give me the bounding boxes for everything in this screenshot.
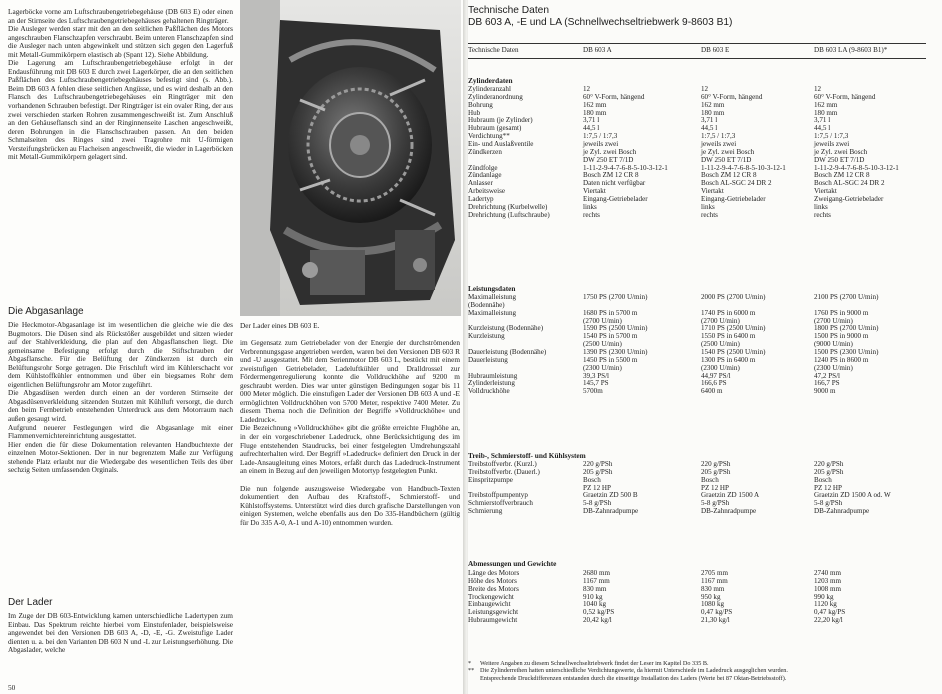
table-cell: 44,5 l (814, 124, 831, 133)
table-cell: 60° V-Form, hängend (814, 92, 876, 101)
table-cell: rechts (814, 210, 831, 219)
section-heading-lader: Der Lader (8, 597, 53, 608)
table-cell: 1:7,5 / 1:7,3 (814, 132, 849, 141)
table-cell: 12 (583, 85, 591, 93)
table-cell: 0,52 kg/PS (583, 608, 615, 617)
table-cell: 180 mm (583, 108, 607, 117)
table-cell: links (701, 202, 715, 211)
table-row-label: Zylinderanordnung (468, 92, 523, 101)
table-cell: Bosch ZM 12 CR 8 (583, 171, 639, 180)
table-cell: 1008 mm (814, 584, 841, 593)
footnote (468, 675, 788, 682)
paragraph: Die Bezeichnung »Volldruckhöhe« gibt die größte erreichte Flughöhe an, in der ein vorgeschriebener Ladedruck, ohne Berücksichtigung des im Fluge entstehenden Staudrucks, bei einer festgelegten Umdrehungszahl aufrechterhalten wird. Der Begriff »Ladedruck« definiert den Druck in der Lade-Ansaugleitung eines Motors, erfaßt durch das Ladedruck-Instrument an einem in Bezug auf den jeweiligen Motortyp festgelegten Punkt. (240, 423, 460, 476)
table-cell: 2000 PS (2700 U/min) (701, 293, 766, 301)
table-row-label: (Bodennähe) (468, 300, 505, 309)
footnote-text: Die Zylinderreihen hatten unterschiedliche Verdichtungswerte, da hiermit Unterschiede im Ladedruck ausgeglichen wurden. (480, 667, 788, 675)
table-row-label: Leistungsgewicht (468, 608, 519, 617)
table-cell: (2700 U/min) (701, 316, 740, 325)
table-cell: 1540 PS in 5700 m (583, 332, 638, 341)
table-cell: rechts (701, 210, 718, 219)
right-page (468, 0, 942, 694)
table-row-label: Hubraum (gesamt) (468, 124, 522, 133)
table-cell: links (814, 202, 828, 211)
table-cell: 5700m (583, 387, 603, 396)
table-cell: 180 mm (814, 108, 838, 117)
table-cell: Bosch ZM 12 CR 8 (701, 171, 757, 180)
table-cell: 2100 PS (2700 U/min) (814, 293, 879, 301)
table-row-label: Einspritzpumpe (468, 475, 513, 484)
table-row-label: Treibstoffverbr. (Kurzl.) (468, 460, 537, 468)
table-cell: 60° V-Form, hängend (701, 92, 763, 101)
table-cell: 1300 PS in 6400 m (701, 355, 756, 364)
table-row-label: Ladertyp (468, 194, 494, 203)
table-cell: 1800 PS (2700 U/min) (814, 324, 879, 333)
table-cell: 3,71 l (701, 116, 718, 125)
footnote-mark: ** (468, 667, 475, 675)
table-row-label: Dauerleistung (Bodennähe) (468, 347, 547, 356)
table-cell: 220 g/PSh (583, 460, 613, 468)
table-cell: Eingang-Getriebelader (701, 194, 766, 203)
table-row-label: Trockengewicht (468, 592, 514, 601)
table-cell: 1760 PS in 9000 m (814, 308, 869, 317)
table-row-label: Maximalleistung (468, 293, 517, 301)
table-row-label: Treibstoffverbr. (Dauerl.) (468, 467, 540, 476)
footnote (468, 660, 788, 667)
table-cell: 145,7 PS (583, 379, 609, 388)
table-cell: 12 (701, 85, 709, 93)
table-row-label: Hubraumgewicht (468, 616, 518, 625)
table-cell: Bosch (814, 475, 832, 484)
table-cell: Bosch ZM 12 CR 8 (814, 171, 870, 180)
table-cell: 2705 mm (701, 569, 728, 577)
table-cell: 2740 mm (814, 569, 841, 577)
table-cell: 1-11-2-9-4-7-6-8-5-10-3-12-1 (583, 163, 668, 172)
table-cell: (2700 U/min) (814, 316, 853, 325)
table-row-label: Länge des Motors (468, 569, 520, 577)
table-cell: rechts (583, 210, 600, 219)
table-cell: 1040 kg (583, 600, 607, 609)
column-header: DB 603 E (701, 46, 730, 54)
left-column-top-text (8, 8, 233, 162)
column-header: Technische Daten (468, 46, 519, 54)
table-title-line2: DB 603 A, -E und LA (Schnellwechseltriebwerk 9-8603 B1) (468, 17, 733, 29)
table-title (468, 5, 732, 29)
table-cell: 1500 PS in 9000 m (814, 332, 869, 341)
table-row-label: Zylinderleistung (468, 379, 515, 388)
table-cell: 950 kg (701, 592, 721, 601)
table-cell: (2300 U/min) (701, 363, 740, 372)
section-heading-zylinder: Zylinderdaten (468, 76, 513, 85)
table-cell: PZ 12 HP (814, 483, 842, 492)
table-cell: 1390 PS (2300 U/min) (583, 347, 648, 356)
table-cell: 162 mm (701, 100, 725, 109)
left-column-2-text (240, 339, 460, 527)
table-cell: Zweigang-Getriebelader (814, 194, 884, 203)
table-cell: 0,47 kg/PS (814, 608, 846, 617)
footnotes (468, 660, 788, 682)
table-row-label: Zündkerzen (468, 147, 502, 156)
table-cell: (2300 U/min) (583, 363, 622, 372)
table-cell: 205 g/PSh (583, 467, 613, 476)
footnote-mark: * (468, 660, 472, 667)
table-row-label: Hubraumleistung (468, 371, 518, 380)
table-row-label: Zylinderanzahl (468, 85, 511, 93)
table-cell: Viertakt (583, 187, 606, 196)
table-cell: 1203 mm (814, 576, 841, 585)
table-row-label: Drehrichtung (Kurbelwelle) (468, 202, 548, 211)
table-cell: je Zyl. zwei Bosch (701, 147, 755, 156)
table-cell: 3,71 l (814, 116, 831, 125)
table-cell: 44,5 l (701, 124, 718, 133)
paragraph: Die Abgasdüsen werden durch einen an der vorderen Stirnseite der Abgasdüsenverkleidung sitzenden Stutzen mit Kühlluft versorgt, die durch den beim Fernbetrieb entstehenden Unterdruck aus dem Motorraum nach außen gesaugt wird. (8, 388, 233, 424)
table-cell: 1680 PS in 5700 m (583, 308, 638, 317)
table-row-label: Verdichtung** (468, 132, 510, 141)
table-cell: 3,71 l (583, 116, 600, 125)
table-cell: jeweils zwei (701, 139, 737, 148)
table-cell: 39,3 PS/l (583, 371, 610, 380)
engine-photo-image (240, 0, 461, 316)
paragraph: Lagerböcke vorne am Luftschraubengetriebegehäuse (DB 603 E) oder einen an der Stirnseite des Luftschraubengetriebegehäuses gehaltenen Ringträger. (8, 7, 233, 25)
table-cell: 5-8 g/PSh (583, 499, 612, 508)
table-cell: Bosch AL-SGC 24 DR 2 (701, 179, 772, 188)
footnote-text: Weitere Angaben zu diesem Schnellwechseltriebwerk findet der Leser im Kapitel Do 335 B. (480, 660, 709, 667)
table-row-label: Ein- und Auslaßventile (468, 139, 534, 148)
table-cell: DB-Zahnradpumpe (583, 507, 639, 516)
section-heading-abmess: Abmessungen und Gewichte (468, 559, 557, 568)
section-heading-treib: Treib-, Schmierstoff- und Kühlsystem (468, 451, 586, 460)
table-cell: 1120 kg (814, 600, 837, 609)
table-cell: 1740 PS in 6000 m (701, 308, 756, 317)
table-cell: (2700 U/min) (583, 316, 622, 325)
table-cell: 1-11-2-9-4-7-6-8-5-10-3-12-1 (814, 163, 899, 172)
table-cell: 47,2 PS/l (814, 371, 841, 380)
table-cell: Daten nicht verfügbar (583, 179, 646, 188)
table-cell: jeweils zwei (814, 139, 850, 148)
table-cell: 1167 mm (583, 576, 610, 585)
table-row-label: Hub (468, 108, 481, 117)
table-cell: 1710 PS (2500 U/min) (701, 324, 766, 333)
table-cell: 1080 kg (701, 600, 725, 609)
table-cell: 1590 PS (2500 U/min) (583, 324, 648, 333)
table-cell: (9000 U/min) (814, 340, 853, 349)
table-cell: 990 kg (814, 592, 834, 601)
table-cell: 1:7,5 / 1:7,3 (583, 132, 618, 141)
table-row-label: Arbeitsweise (468, 187, 506, 196)
paragraph: Die Lagerung am Luftschraubengetriebegehäuse erfolgt in der Endausführung mit DB 603 E durch zwei Lagerkörper, die an den seitlichen Paßflächen des Luftschraubengetriebegehäuses befestigt sind (s. Abb.). Beim DB 603 A fehlen diese seitlichen Angüsse, und es wird deshalb an den Flansch des Luftschraubengetriebegehäuses ein Ringträger mit den vorhandenen Schrauben befestigt. Der Ringträger ist ein ovaler Ring, der aus zwei verschieden starken Rohren zusammengeschweißt ist. Zum Anschluß an den Gehäuseflansch sind an der Ringinnenseite Laschen angeschweißt, deren Bohrungen in die Flanschschrauben passen. An den beiden Schmalseiten des Ringes sind zwei Tragrohre mit U-förmigen Versteifungsbrücken au Flacheisen angeschweißt, die wieder in Lagerböcken mit Metall-Gummikörpern gelagert sind. (8, 58, 233, 162)
table-row-label: Zündfolge (468, 163, 498, 172)
table-cell: 180 mm (701, 108, 725, 117)
page-number: 50 (8, 683, 16, 692)
table-cell: 910 kg (583, 592, 603, 601)
table-cell: 9000 m (814, 387, 836, 396)
table-title-line1: Technische Daten (468, 5, 549, 16)
table-cell: 44,5 l (583, 124, 600, 133)
table-cell: 2680 mm (583, 569, 610, 577)
table-cell: 162 mm (814, 100, 838, 109)
column-header: DB 603 A (583, 46, 612, 54)
lader-section (8, 597, 233, 655)
paragraph: Im Zuge der DB 603-Entwicklung kamen unterschiedliche Ladertypen zum Einbau. Das Spektrum reichte hierbei vom Einstufenlader, beispielsweise angewendet bei den Versionen DB 603 A, -D, -E, -G. Zweistufige Lader dienten u. a. bei den Varianten DB 603 N und -L zur Leistungserhöhung. Die Abgaslader, welche (8, 611, 233, 655)
paragraph: Aufgrund neuerer Festlegungen wird die Abgasanlage mit einer Flammenvernichtereinrichtung ausgestattet. (8, 422, 233, 441)
table-cell: je Zyl. zwei Bosch (583, 147, 637, 156)
table-cell: 12 (814, 85, 822, 93)
table-cell: 220 g/PSh (701, 460, 731, 468)
table-cell: 1500 PS (2300 U/min) (814, 347, 879, 356)
table-cell: DW 250 ET 7/1D (583, 155, 634, 164)
section-heading-leistung: Leistungsdaten (468, 284, 516, 293)
table-cell: 60° V-Form, hängend (583, 92, 645, 101)
table-cell: Eingang-Getriebelader (583, 194, 648, 203)
table-row-label: Bohrung (468, 100, 493, 109)
table-cell: DB-Zahnradpumpe (814, 507, 870, 516)
table-row-label: Dauerleistung (468, 355, 508, 364)
paragraph: Die Ausleger werden starr mit den an den seitlichen Paßflächen des Motors angeschrauben Flanschzapfen verschraubt. Beim unteren Flanschzapfen sind die Ausleger nach unten abgewinkelt und stützen sich gegen den Lagerfuß mit Metall-Gummikörpern elastisch ab (Spant 12). Siehe Abbildung. (8, 24, 233, 59)
table-cell: 205 g/PSh (814, 467, 844, 476)
table-cell: 162 mm (583, 100, 607, 109)
footnote (468, 667, 788, 674)
table-cell: 1750 PS (2700 U/min) (583, 293, 648, 301)
table-cell: DW 250 ET 7/1D (814, 155, 865, 164)
table-cell: DW 250 ET 7/1D (701, 155, 752, 164)
table-row-label: Anlasser (468, 179, 493, 188)
table-cell: Viertakt (701, 187, 724, 196)
table-cell: 1550 PS in 6400 m (701, 332, 756, 341)
table-cell: je Zyl. zwei Bosch (814, 147, 868, 156)
table-row-label: Volldruckhöhe (468, 387, 510, 396)
table-cell: Graetzin ZD 1500 A (701, 491, 760, 500)
table-row-label: Schmierung (468, 507, 503, 516)
table-cell: 6400 m (701, 387, 723, 396)
table-row-label: Breite des Motors (468, 584, 519, 593)
table-cell: PZ 12 HP (701, 483, 729, 492)
table-row-label: Kurzleistung (Bodennähe) (468, 324, 544, 333)
table-cell: 5-8 g/PSh (701, 499, 730, 508)
table-cell: 5-8 g/PSh (814, 499, 843, 508)
table-cell: 830 mm (583, 584, 607, 593)
photo-caption: Der Lader eines DB 603 E. (240, 321, 320, 330)
table-cell: 1450 PS in 5500 m (583, 355, 638, 364)
table-cell: Graetzin ZD 500 B (583, 491, 638, 500)
table-cell: DB-Zahnradpumpe (701, 507, 757, 516)
table-row-label: Schmierstoffverbrauch (468, 499, 533, 508)
abgasanlage-section (8, 306, 233, 475)
table-row-label: Maximalleistung (468, 308, 517, 317)
paragraph: im Gegensatz zum Getriebelader von der Energie der durchströmenden Verbrennungsgase angetrieben werden, waren bei den Versionen DB 603 R und -U ausgestattet. Mit dem Serienmotor DB 603 L, bestückt mit einem zweistufigen Getriebelader, Ladeluftkühler und Dralldrossel zur Fördermengenregulierung konnte die Volldruckhöhe auf 9200 m geschraubt werden. Dies war unter günstigen Bedingungen sogar bis 11 000 Meter möglich. Die einstufigen Lader der Versionen DB 603 A und -E ermöglichten Volldruckhöhen von 5700 Meter, respektive 7400 Meter. Zu diesem Thema noch die Definition der Begriffe »Volldruckhöhe« und Ladedruck«. (240, 338, 460, 424)
paragraph: Die Heckmotor-Abgasanlage ist im wesentlichen die gleiche wie die des Bugmotors. Die Düsen sind als Rückstößer ausgebildet und sitzen wieder auf der Stahlverkleidung, die plan auf den Abgasflanschen liegt. Die gemeinsame Befestigung erfolgt durch die Stiftschrauben der Abgasflansche. Für die Belüftung der Zündkerzen ist durch ein Belüftungsrohr Sorge getragen. Die Frischluft wird im Kühlerschacht vor dem Kühlstoffkühler entnommen und über ein biegsames Rohr dem eigentlichen Belüftungsrohr am Motor zugeführt. (8, 320, 233, 389)
table-cell: 20,42 kg/l (583, 616, 612, 625)
table-cell: 21,30 kg/l (701, 616, 730, 625)
section-heading-abgasanlage: Die Abgasanlage (8, 306, 84, 317)
table-cell: 1240 PS in 8600 m (814, 355, 869, 364)
table-cell: links (583, 202, 597, 211)
paragraph: Hier enden die für diese Dokumentation relevanten Handbuchtexte der einzelnen Motor-Sektionen. Der in nur begrenztem Maße zur Verfügung stehende Platz erlaubt nur die Wiedergabe des wesentlichen Teils des über sechzig Seiten umfassenden Orginals. (8, 439, 233, 475)
table-cell: Bosch (701, 475, 719, 484)
table-cell: 1540 PS (2500 U/min) (701, 347, 766, 356)
table-cell: 1167 mm (701, 576, 728, 585)
left-page (0, 0, 465, 694)
table-row-label: Hubraum (je Zylinder) (468, 116, 533, 125)
table-row-label: Einbaugewicht (468, 600, 511, 609)
table-row-label: Drehrichtung (Luftschraube) (468, 210, 550, 219)
table-cell: 830 mm (701, 584, 725, 593)
table-cell: 205 g/PSh (701, 467, 731, 476)
table-cell: (2500 U/min) (583, 340, 622, 349)
table-header-rule (468, 58, 926, 59)
footnote-text: Entsprechende Druckdifferenzen entstanden durch die einseitige Installation des Laders (Werte bei 87 Oktan-Betriebsstoff). (480, 674, 787, 682)
column-header: DB 603 LA (9-8603 B1)* (814, 46, 888, 54)
engine-photo (240, 0, 461, 316)
table-cell: 166,7 PS (814, 379, 840, 388)
table-cell: Bosch AL-SGC 24 DR 2 (814, 179, 885, 188)
table-cell: 0,47 kg/PS (701, 608, 733, 617)
table-cell: (2300 U/min) (814, 363, 853, 372)
table-cell: Graetzin ZD 1500 A od. W (814, 491, 891, 500)
table-row-label: Treibstoffpumpentyp (468, 491, 528, 500)
table-cell: 1:7,5 / 1:7,3 (701, 132, 736, 141)
table-row-label: Zündanlage (468, 171, 502, 180)
table-row-label: Höhe des Motors (468, 576, 517, 585)
table-cell: 220 g/PSh (814, 460, 844, 468)
table-row-label: Kurzleistung (468, 332, 505, 341)
table-cell: 44,97 PS/l (701, 371, 731, 380)
table-cell: 22,20 kg/l (814, 616, 843, 625)
table-cell: 166,6 PS (701, 379, 727, 388)
paragraph: Die nun folgende auszugsweise Wiedergabe von Handbuch-Texten dokumentiert den Aufbau des Kraftstoff-, Schmierstoff- und Kühlstoffsystems. Unterstützt wird dies durch grafische Darstellungen von einigen Systemen, welche ebenfalls aus den Do 335-Handbüchern (gültig für Do 335 A-0, A-1 und A-10) entnommen wurden. (240, 483, 460, 527)
table-cell: jeweils zwei (583, 139, 619, 148)
table-cell: 1-11-2-9-4-7-6-8-5-10-3-12-1 (701, 163, 786, 172)
table-cell: PZ 12 HP (583, 483, 611, 492)
table-cell: Bosch (583, 475, 601, 484)
table-top-rule (468, 43, 926, 44)
table-cell: Viertakt (814, 187, 837, 196)
table-cell: (2500 U/min) (701, 340, 740, 349)
